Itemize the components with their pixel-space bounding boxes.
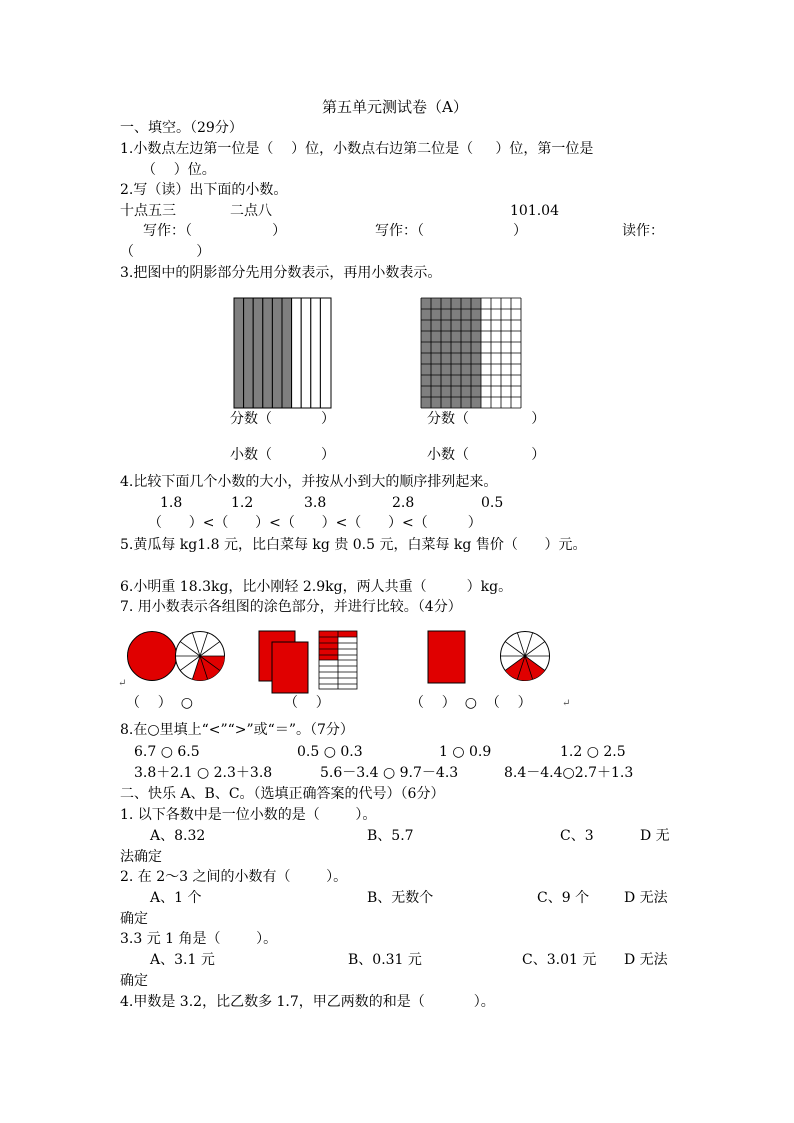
s2-q3-option-a: A、3.1 元 [150,952,215,968]
q4-number-4: 2.8 [392,495,415,511]
q8-item: 1.2 ○ 2.5 [560,744,626,760]
q7-sector-circle-1 [174,630,226,682]
q4-stem: 4.比较下面几个小数的大小，并按从小到大的顺序排列起来。 [120,474,498,490]
q7-marker: ↵ [118,678,127,689]
page-title: 第五单元测试卷（A） [322,98,468,116]
q4-number-5: 0.5 [481,495,504,511]
q3-dec1: 小数（ ） [230,447,335,463]
s2-q1-option-a: A、8.32 [150,828,206,844]
q7-pair2: （ ） [284,695,330,711]
s2-q1-wrap: 法确定 [120,849,162,865]
q2-write1: 写作：（ ） [143,223,287,239]
s2-q2-option-b: B、无数个 [367,890,434,906]
s2-q2-option-d: D 无法 [624,890,668,906]
q7-pair3: （ ） ○ （ ） [410,695,532,711]
q8-item: 8.4－4.4○2.7＋1.3 [504,765,634,781]
s2-q3-option-d: D 无法 [624,952,668,968]
q1-line2: （ ）位。 [142,162,216,178]
q2-item-c: 101.04 [510,203,559,219]
q3-frac1: 分数（ ） [230,411,335,427]
q3-dec2: 小数（ ） [427,447,546,463]
s2-q2-wrap: 确定 [120,911,148,927]
q4-number-3: 3.8 [304,495,327,511]
s2-q1-option-d: D 无 [640,828,670,844]
q8-item: 1 ○ 0.9 [439,744,492,760]
q7-full-circle [126,630,178,682]
q8-item: 3.8＋2.1 ○ 2.3＋3.8 [134,765,273,781]
q7-stem: 7. 用小数表示各组图的涂色部分，并进行比较。（4分） [120,599,462,615]
section2-heading: 二、快乐 A、B、C。（选填正确答案的代号）（6分） [120,786,445,802]
q7-pair1: （ ） ○ [126,695,193,711]
q1-line1: 1.小数点左边第一位是（ ）位，小数点右边第二位是（ ）位，第一位是 [120,141,594,157]
q4-number-2: 1.2 [231,495,254,511]
s2-q1-option-c: C、3 [560,828,594,844]
q6: 6.小明重 18.3kg，比小刚轻 2.9kg，两人共重（ ）kg。 [120,579,513,595]
q3-strip-figure [233,297,333,409]
q8-item: 6.7 ○ 6.5 [134,744,200,760]
q2-stem: 2.写（读）出下面的小数。 [120,182,288,198]
q8-item: 5.6－3.4 ○ 9.7－4.3 [320,765,459,781]
s2-q2-option-c: C、9 个 [537,890,590,906]
s2-q3-wrap: 确定 [120,973,148,989]
q5: 5.黄瓜每 kg1.8 元，比白菜每 kg 贵 0.5 元，白菜每 kg 售价（ ）元。 [120,537,587,553]
s2-q1-stem: 1. 以下各数中是一位小数的是（ ）。 [120,807,377,823]
q8-item: 0.5 ○ 0.3 [297,744,363,760]
q4-number-1: 1.8 [160,495,183,511]
s2-q2-option-a: A、1 个 [150,890,202,906]
s2-q3-stem: 3.3 元 1 角是（ ）。 [120,931,278,947]
q4-blanks: （ ）<（ ）<（ ）<（ ）<（ ） [148,515,482,531]
s2-q3-option-c: C、3.01 元 [522,952,597,968]
q7-marker-end: ↵ [562,698,571,709]
q7-red-rectangle [427,630,467,685]
q2-item-b: 二点八 [230,203,272,219]
q3-frac2: 分数（ ） [427,411,546,427]
q2-read-blank: （ ） [120,244,211,260]
q7-sector-circle-2 [499,630,551,682]
s2-q1-option-b: B、5.7 [367,828,414,844]
s2-q2-stem: 2. 在 2～3 之间的小数有（ ）。 [120,869,348,885]
q3-grid-figure [420,297,524,411]
s2-q4: 4.甲数是 3.2，比乙数多 1.7，甲乙两数的和是（ ）。 [120,994,495,1010]
q7-red-rectangles [258,630,310,694]
section1-heading: 一、填空。（29分） [120,120,243,136]
q2-item-a: 十点五三 [120,203,176,219]
q2-write2: 写作：（ ） [375,223,528,239]
q3-stem: 3.把图中的阴影部分先用分数表示，再用小数表示。 [120,265,442,281]
q7-grid-rectangle [318,630,358,690]
q2-read: 读作： [622,223,664,239]
s2-q3-option-b: B、0.31 元 [348,952,422,968]
q8-stem: 8.在○里填上“<”“>”或“＝”。（7分） [120,722,354,738]
